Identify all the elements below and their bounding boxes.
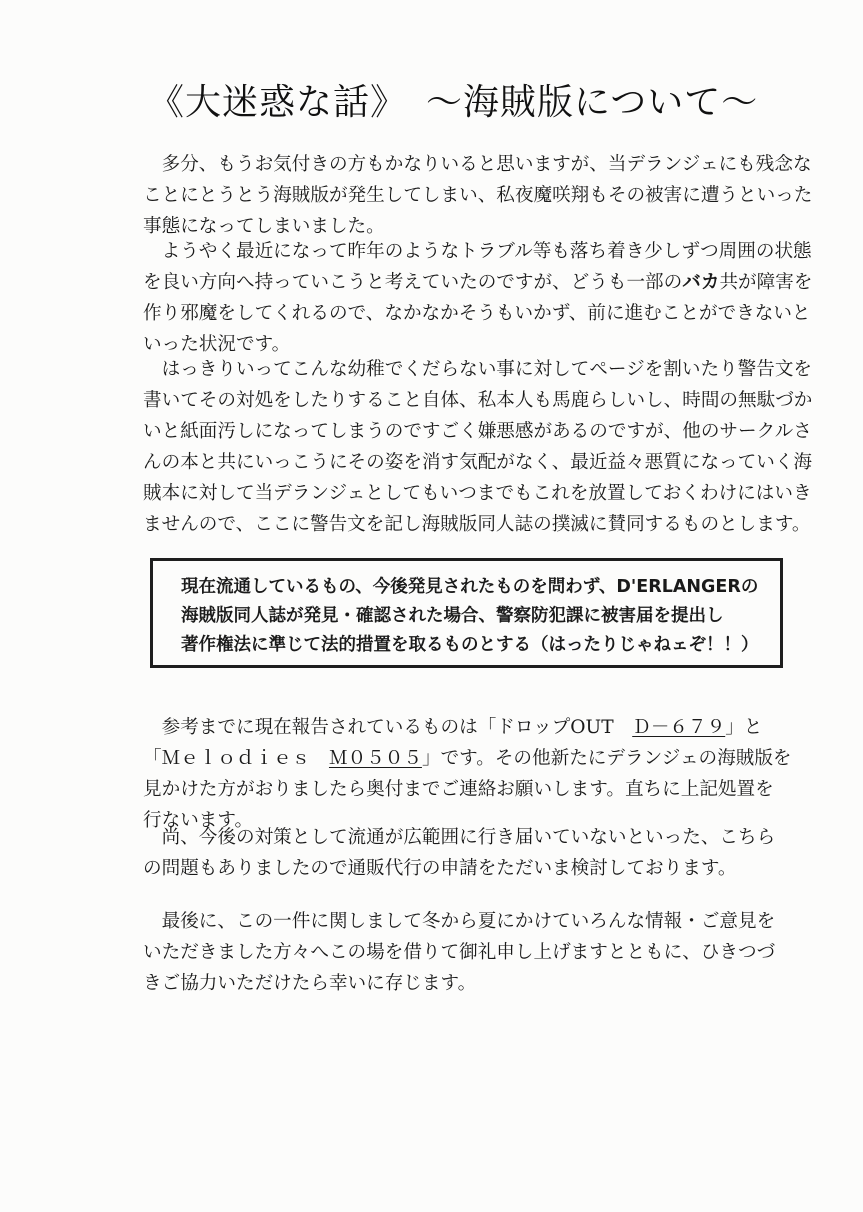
- text-line: 最後に、この一件に関しまして冬から夏にかけていろんな情報・ご意見を: [143, 911, 776, 932]
- report-paragraph: [143, 712, 792, 836]
- closing-paragraph: [143, 906, 783, 999]
- text-segment: を良い方向へ持っていこうと考えていたのですが、どうも一部の: [143, 272, 683, 293]
- text-line: はっきりいってこんな幼稚でくだらない事に対してページを割いたり警告文を: [143, 359, 813, 380]
- countermeasure-paragraph: [143, 822, 783, 884]
- page-title: 《大迷惑な話》 ～海賊版について～: [148, 82, 759, 123]
- warning-notice-text: [181, 573, 759, 660]
- text-line: いと紙面汚しになってしまうのですごく嫌悪感があるのですが、他のサークルさ: [143, 421, 812, 442]
- notice-line: 海賊版同人誌が発見・確認された場合、警察防犯課に被害届を提出し: [181, 606, 724, 626]
- text-line: [143, 743, 792, 774]
- text-line: 賊本に対して当デランジェとしてもいつまでもこれを放置しておくわけにはいき: [143, 483, 812, 504]
- text-line: ませんので、ここに警告文を記し海賊版同人誌の撲滅に賛同するものとします。: [143, 514, 811, 535]
- text-segment: 「Ｍｅｌｏｄｉｅｓ: [143, 748, 311, 769]
- situation-paragraph: [143, 236, 813, 360]
- text-line: 尚、今後の対策として流通が広範囲に行き届いていないといった、こちら: [143, 827, 776, 848]
- text-line: の問題もありましたので通販代行の申請をただいま検討しております。: [143, 858, 737, 879]
- text-line: いただきました方々へこの場を借りて御礼申し上げますとともに、ひきつづ: [143, 942, 776, 963]
- text-line: 見かけた方がおりましたら奥付までご連絡お願いします。直ちに上記処置を: [143, 779, 774, 800]
- text-line: 多分、もうお気付きの方もかなりいると思いますが、当デランジェにも残念な: [143, 154, 812, 175]
- text-segment: 共が障害を: [719, 272, 813, 293]
- text-line: 行ないます。: [143, 810, 254, 831]
- intro-paragraph: [143, 149, 813, 242]
- text-segment: 」です。その他新たにデランジェの海賊版を: [421, 748, 792, 769]
- emphasis-text: バカ: [682, 272, 720, 293]
- text-line: いった状況です。: [143, 334, 291, 355]
- text-line: ことにとうとう海賊版が発生してしまい、私夜魔咲翔もその被害に遭うといった: [143, 185, 813, 206]
- product-code: Ｍ０５０５: [328, 748, 422, 769]
- text-segment: 参考までに現在報告されているものは「ドロップOUT: [143, 717, 614, 738]
- warning-notice-box: [150, 558, 783, 668]
- text-line: [143, 267, 813, 298]
- text-line: きご協力いただけたら幸いに存じます。: [143, 973, 477, 994]
- product-code: Ｄ－６７９: [632, 717, 726, 738]
- text-line: [143, 712, 783, 743]
- text-line: んの本と共にいっこうにその姿を消す気配がなく、最近益々悪質になっていく海: [143, 452, 813, 473]
- text-line: 作り邪魔をしてくれるので、なかなかそうもいかず、前に進むことができないと: [143, 303, 811, 324]
- text-line: ようやく最近になって昨年のようなトラブル等も落ち着き少しずつ周囲の状態: [143, 241, 812, 262]
- notice-line: 著作権法に準じて法的措置を取るものとする（はったりじゃねェぞ！！）: [181, 635, 759, 655]
- notice-line: 現在流通しているもの、今後発見されたものを問わず、D'ERLANGERの: [181, 577, 759, 597]
- warning-intro-paragraph: [143, 354, 813, 540]
- text-line: 書いてその対処をしたりすること自体、私本人も馬鹿らしいし、時間の無駄づか: [143, 390, 813, 411]
- text-segment: 」と: [725, 717, 763, 738]
- text-line: 事態になってしまいました。: [143, 216, 385, 237]
